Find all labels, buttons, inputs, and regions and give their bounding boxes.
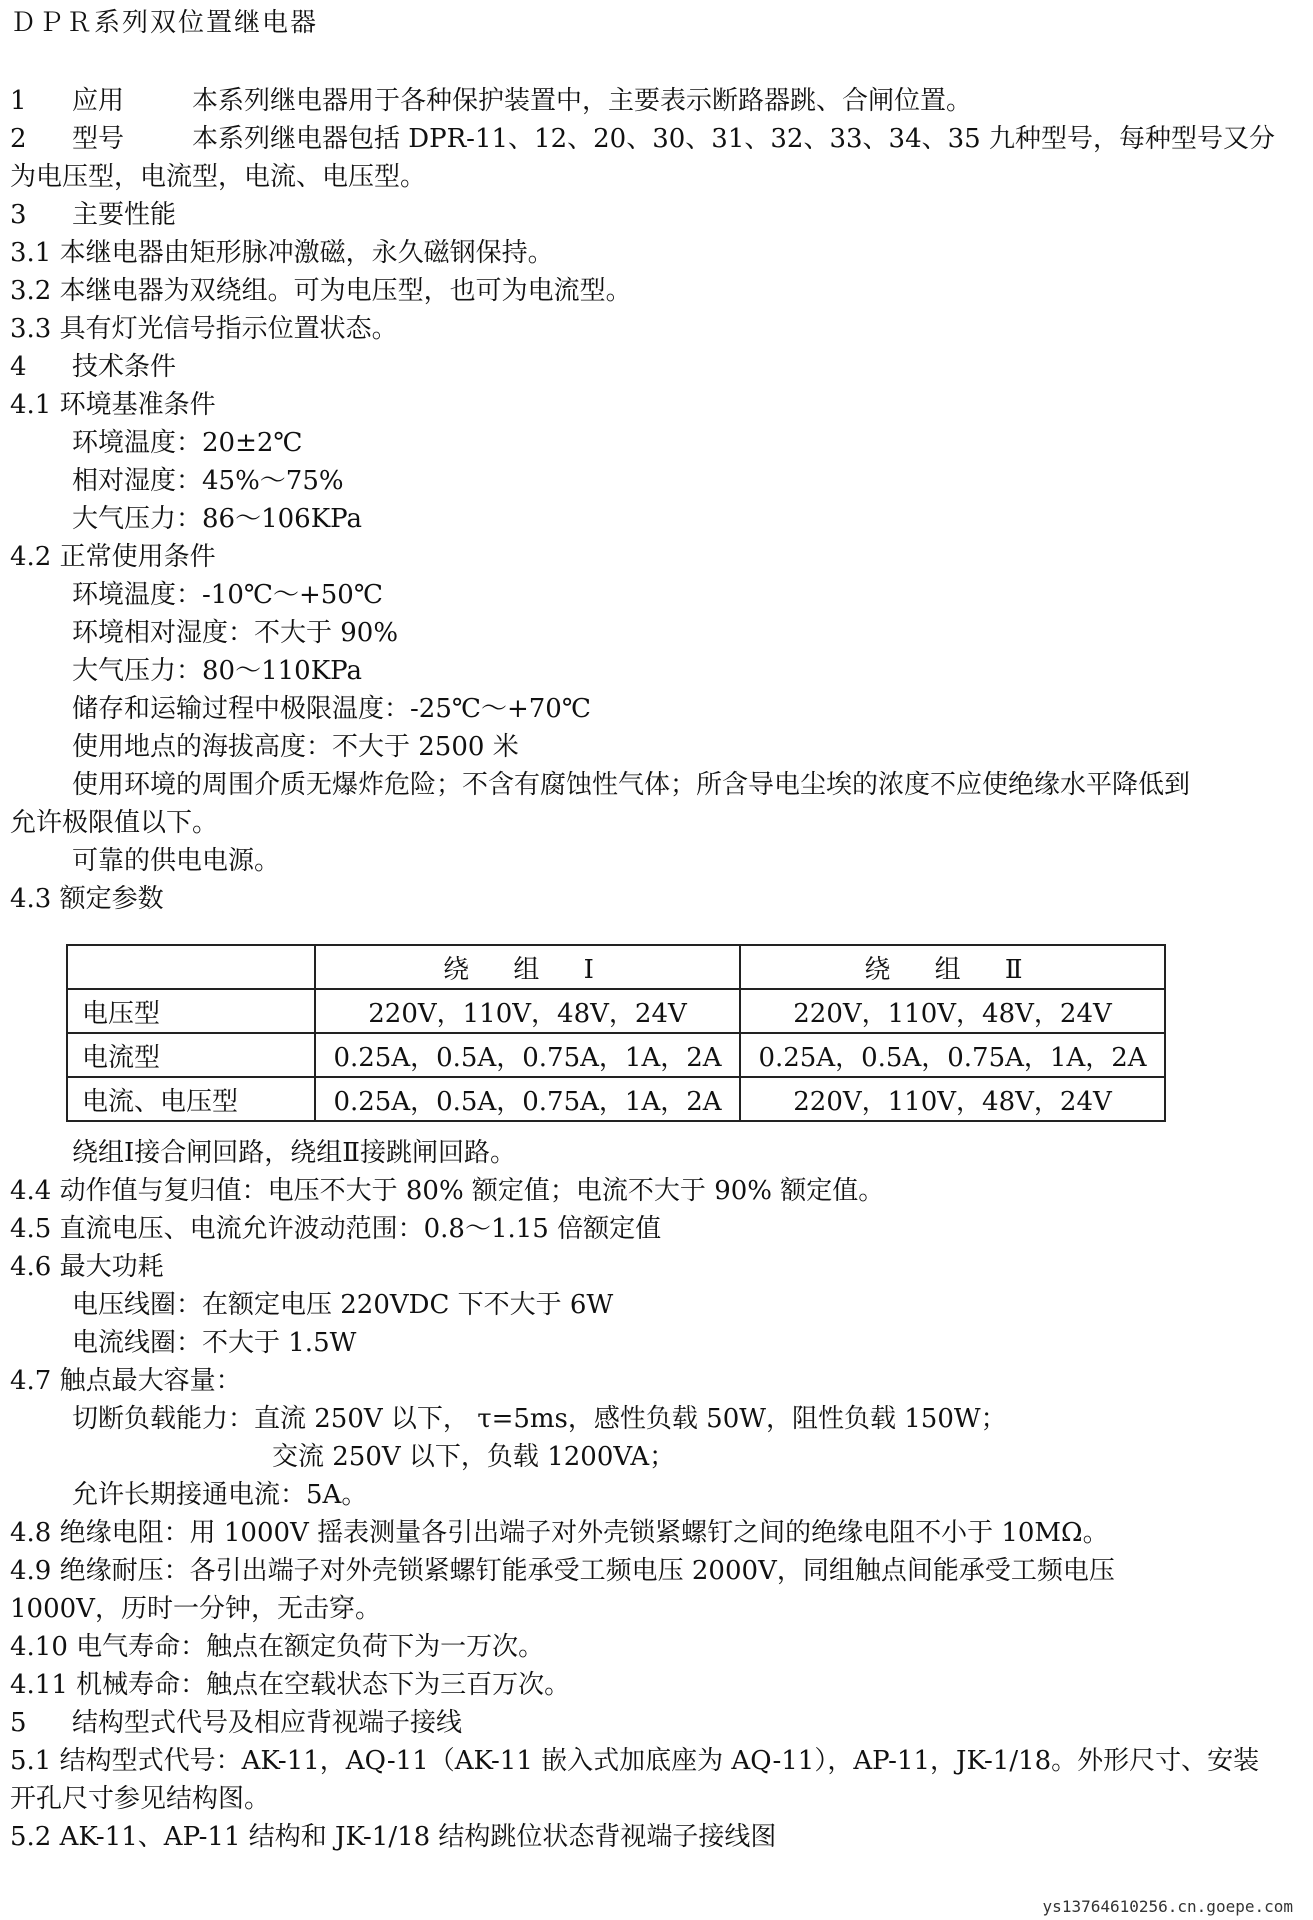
section-3 bbox=[10, 198, 176, 232]
section-text: 本系列继电器用于各种保护装置中，主要表示断路器跳、合闸位置。 bbox=[192, 86, 973, 116]
section-text: 本系列继电器包括 DPR-11、12、20、30、31、32、33、34、35 九种型号，每种型号又分 bbox=[192, 124, 1275, 154]
section-4-8: 4.8 绝缘电阻：用 1000V 摇表测量各引出端子对外壳锁紧螺钉之间的绝缘电阻不小于 10MΩ。 bbox=[10, 1518, 1109, 1548]
section-5-1-continued: 开孔尺寸参见结构图。 bbox=[10, 1784, 271, 1814]
list-item: 使用环境的周围介质无爆炸危险；不含有腐蚀性气体；所含导电尘埃的浓度不应使绝缘水平降低到 bbox=[72, 770, 1191, 800]
section-3-3: 3.3 具有灯光信号指示位置状态。 bbox=[10, 314, 398, 344]
section-4-2-heading: 4.2 正常使用条件 bbox=[10, 542, 216, 572]
list-item: 环境温度：-10℃～+50℃ bbox=[72, 580, 383, 610]
table-header-cell: 绕 组 Ⅱ bbox=[740, 945, 1165, 989]
section-label: 结构型式代号及相应背视端子接线 bbox=[72, 1708, 463, 1738]
list-item: 电压线圈：在额定电压 220VDC 下不大于 6W bbox=[72, 1290, 614, 1320]
section-4-11: 4.11 机械寿命：触点在空载状态下为三百万次。 bbox=[10, 1670, 571, 1700]
section-4-10: 4.10 电气寿命：触点在额定负荷下为一万次。 bbox=[10, 1632, 545, 1662]
list-item: 使用地点的海拔高度：不大于 2500 米 bbox=[72, 732, 519, 762]
list-item: 储存和运输过程中极限温度：-25℃～+70℃ bbox=[72, 694, 591, 724]
section-number: 1 bbox=[10, 86, 27, 116]
section-5-1: 5.1 结构型式代号：AK-11，AQ-11（AK-11 嵌入式加底座为 AQ-11），AP-11，JK-1/18。外形尺寸、安装 bbox=[10, 1746, 1260, 1776]
section-label: 型号 bbox=[72, 124, 125, 154]
table-row-header: 电流型 bbox=[67, 1033, 315, 1077]
section-4 bbox=[10, 350, 176, 384]
table-header-row bbox=[67, 945, 1165, 989]
table-row-header: 电流、电压型 bbox=[67, 1077, 315, 1121]
list-item: 可靠的供电电源。 bbox=[72, 846, 281, 876]
list-item: 电流线圈：不大于 1.5W bbox=[72, 1328, 357, 1358]
list-item: 切断负载能力：直流 250V 以下， τ=5ms，感性负载 50W，阻性负载 150W； bbox=[72, 1404, 1007, 1434]
table-header-cell: 绕 组 Ⅰ bbox=[315, 945, 740, 989]
section-number: 4 bbox=[10, 352, 27, 382]
table-cell: 0.25A，0.5A，0.75A，1A，2A bbox=[740, 1033, 1165, 1077]
table-row bbox=[67, 1033, 1165, 1077]
section-4-9: 4.9 绝缘耐压：各引出端子对外壳锁紧螺钉能承受工频电压 2000V，同组触点间能承受工频电压 bbox=[10, 1556, 1115, 1586]
section-1 bbox=[10, 84, 972, 118]
list-item: 交流 250V 以下，负载 1200VA； bbox=[272, 1442, 676, 1472]
section-4-3-heading: 4.3 额定参数 bbox=[10, 884, 164, 914]
section-4-7-heading: 4.7 触点最大容量： bbox=[10, 1366, 242, 1396]
table-cell: 220V，110V，48V，24V bbox=[740, 989, 1165, 1033]
doc-title: ＤＰＲ系列双位置继电器 bbox=[10, 8, 319, 38]
table-cell: 0.25A，0.5A，0.75A，1A，2A bbox=[315, 1077, 740, 1121]
section-2 bbox=[10, 122, 1275, 156]
table-header-cell bbox=[67, 945, 315, 989]
table-cell: 220V，110V，48V，24V bbox=[315, 989, 740, 1033]
footer-watermark: ys13764610256.cn.goepe.com bbox=[1042, 1897, 1293, 1916]
list-item: 相对湿度：45%～75% bbox=[72, 466, 344, 496]
table-note: 绕组Ⅰ接合闸回路，绕组Ⅱ接跳闸回路。 bbox=[72, 1138, 516, 1168]
section-4-1-heading: 4.1 环境基准条件 bbox=[10, 390, 216, 420]
section-label: 主要性能 bbox=[72, 200, 177, 230]
section-label: 技术条件 bbox=[72, 352, 177, 382]
section-2-continued: 为电压型，电流型，电流、电压型。 bbox=[10, 162, 427, 192]
section-label: 应用 bbox=[72, 86, 125, 116]
section-4-5: 4.5 直流电压、电流允许波动范围：0.8～1.15 倍额定值 bbox=[10, 1214, 662, 1244]
section-5-2: 5.2 AK-11、AP-11 结构和 JK-1/18 结构跳位状态背视端子接线图 bbox=[10, 1822, 777, 1852]
list-item: 环境相对湿度：不大于 90% bbox=[72, 618, 399, 648]
table-row bbox=[67, 989, 1165, 1033]
list-item-continued: 允许极限值以下。 bbox=[10, 808, 219, 838]
table-cell: 0.25A，0.5A，0.75A，1A，2A bbox=[315, 1033, 740, 1077]
section-number: 5 bbox=[10, 1708, 27, 1738]
section-4-9-continued: 1000V，历时一分钟，无击穿。 bbox=[10, 1594, 381, 1624]
rated-parameters-table bbox=[66, 944, 1166, 1122]
section-number: 2 bbox=[10, 124, 27, 154]
section-5 bbox=[10, 1706, 462, 1740]
table-row bbox=[67, 1077, 1165, 1121]
table-row-header: 电压型 bbox=[67, 989, 315, 1033]
section-number: 3 bbox=[10, 200, 27, 230]
table-cell: 220V，110V，48V，24V bbox=[740, 1077, 1165, 1121]
section-3-2: 3.2 本继电器为双绕组。可为电压型，也可为电流型。 bbox=[10, 276, 632, 306]
section-4-4: 4.4 动作值与复归值：电压不大于 80% 额定值；电流不大于 90% 额定值。 bbox=[10, 1176, 885, 1206]
section-4-6-heading: 4.6 最大功耗 bbox=[10, 1252, 164, 1282]
list-item: 大气压力：80～110KPa bbox=[72, 656, 362, 686]
section-3-1: 3.1 本继电器由矩形脉冲激磁，永久磁钢保持。 bbox=[10, 238, 554, 268]
list-item: 环境温度：20±2℃ bbox=[72, 428, 303, 458]
list-item: 允许长期接通电流：5A。 bbox=[72, 1480, 368, 1510]
list-item: 大气压力：86～106KPa bbox=[72, 504, 362, 534]
